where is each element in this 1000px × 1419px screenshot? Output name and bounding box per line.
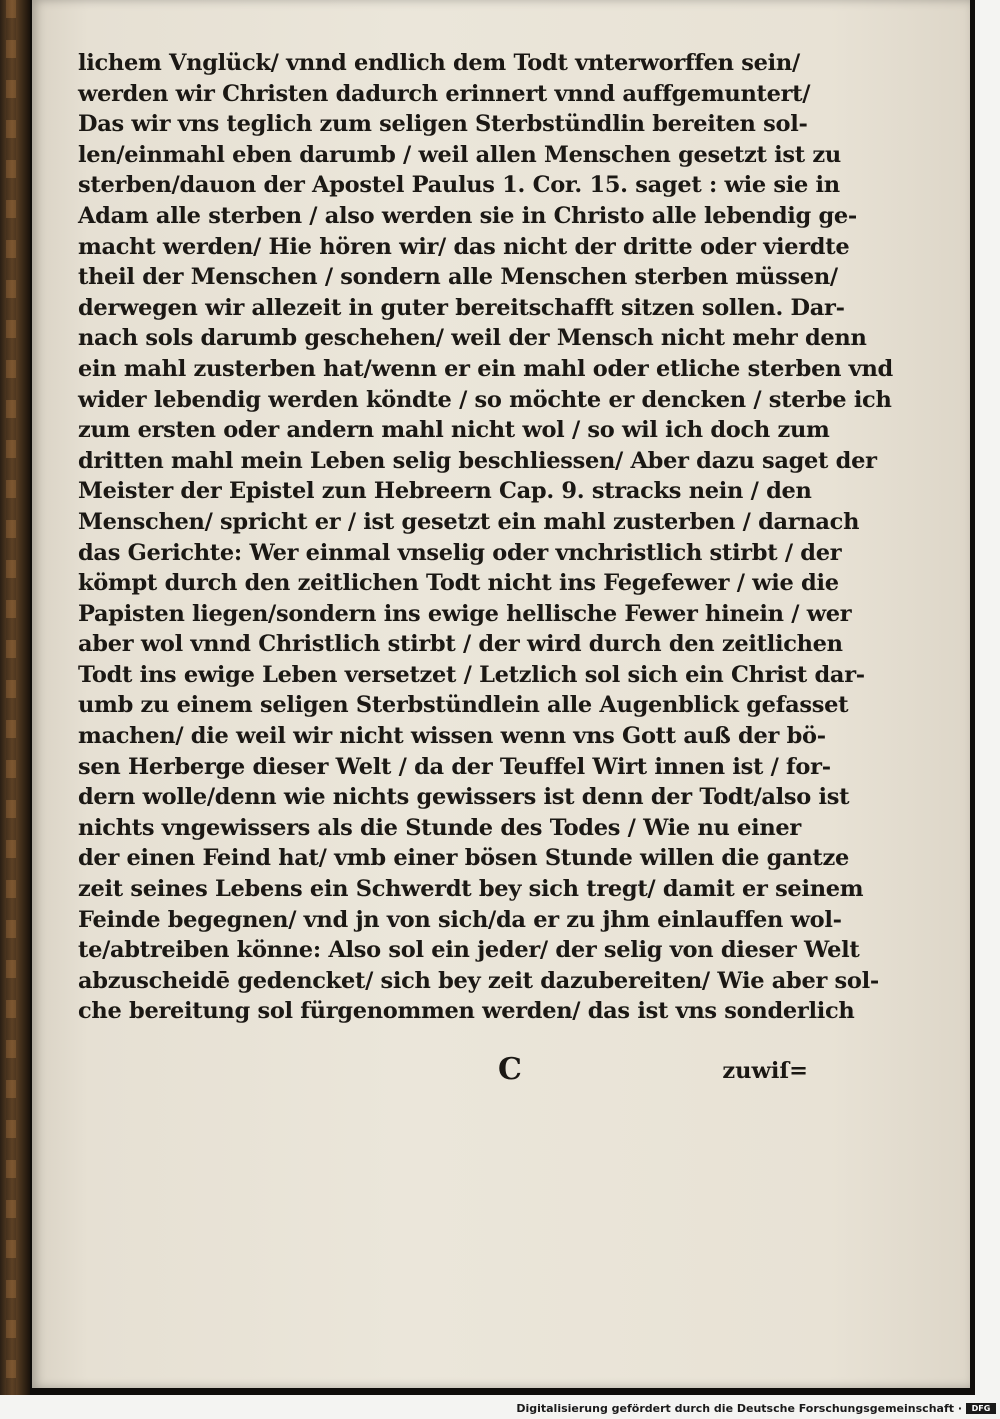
text-line: theil der Menschen / sondern alle Menschen sterben müssen/	[78, 264, 838, 291]
text-line: dern wolle/denn wie nichts gewissers ist denn der Todt/also ist	[78, 784, 850, 811]
text-line: Menschen/ spricht er / ist gesetzt ein mahl zusterben / darnach	[78, 508, 860, 535]
text-line: che bereitung sol fürgenommen werden/ das ist vns sonderlich	[78, 998, 855, 1025]
text-line: Papisten liegen/sondern ins ewige hellische Fewer hinein / wer	[78, 600, 852, 627]
text-line: der einen Feind hat/ vmb einer bösen Stunde willen die gantze	[78, 845, 850, 872]
page-footer	[78, 1052, 808, 1087]
text-line: Feinde begegnen/ vnd jn von sich/da er zu jhm einlauffen wol-	[78, 906, 842, 933]
text-line: umb zu einem seligen Sterbstündlein alle Augenblick gefasset	[78, 692, 849, 719]
dfg-credit-text: Digitalisierung gefördert durch die Deutsche Forschungsgemeinschaft ·	[516, 1402, 962, 1415]
text-line: abzuscheidē gedencket/ sich bey zeit dazubereiten/ Wie aber sol-	[78, 967, 879, 994]
text-line: sen Herberge dieser Welt / da der Teuffel Wirt innen ist / for-	[78, 753, 831, 780]
text-line: zeit seines Lebens ein Schwerdt bey sich tregt/ damit er seinem	[78, 876, 864, 903]
text-line: wider lebendig werden köndte / so möchte er dencken / sterbe ich	[78, 386, 892, 413]
text-line: nach sols darumb geschehen/ weil der Mensch nicht mehr denn	[78, 325, 867, 352]
page-text	[78, 48, 893, 1027]
text-line: ein mahl zusterben hat/wenn er ein mahl oder etliche sterben vnd	[78, 355, 893, 382]
text-line: Meister der Epistel zun Hebreern Cap. 9. stracks nein / den	[78, 478, 812, 505]
book-page	[32, 0, 970, 1388]
catchword: zuwiſ=	[722, 1058, 808, 1084]
text-line: Todt ins ewige Leben versetzet / Letzlich sol sich ein Christ dar-	[78, 661, 865, 688]
text-line: kömpt durch den zeitlichen Todt nicht ins Fegefewer / wie die	[78, 570, 839, 597]
text-line: dritten mahl mein Leben selig beschliessen/ Aber dazu saget der	[78, 447, 877, 474]
signature-mark: C	[498, 1052, 522, 1087]
text-line: Adam alle sterben / also werden sie in Christo alle lebendig ge-	[78, 202, 857, 229]
text-line: machen/ die weil wir nicht wissen wenn vns Gott auß der bö-	[78, 723, 826, 750]
text-line: te/abtreiben könne: Also sol ein jeder/ der selig von dieser Welt	[78, 937, 860, 964]
text-line: macht werden/ Hie hören wir/ das nicht der dritte oder vierdte	[78, 233, 850, 260]
text-line: lichem Vnglück/ vnnd endlich dem Todt vnterworffen sein/	[78, 50, 800, 76]
text-line: das Gerichte: Wer einmal vnselig oder vnchristlich stirbt / der	[78, 539, 842, 566]
text-line: aber wol vnnd Christlich stirbt / der wird durch den zeitlichen	[78, 631, 843, 658]
dfg-logo-icon: DFG	[966, 1403, 996, 1414]
text-line: werden wir Christen dadurch erinnert vnnd auffgemuntert/	[78, 80, 811, 107]
text-line: sterben/dauon der Apostel Paulus 1. Cor. 15. saget : wie sie in	[78, 172, 840, 199]
text-line: len/einmahl eben darumb / weil allen Menschen gesetzt ist zu	[78, 141, 841, 168]
text-line: Das wir vns teglich zum seligen Sterbstündlin bereiten sol-	[78, 111, 808, 138]
text-line: zum ersten oder andern mahl nicht wol / so wil ich doch zum	[78, 417, 830, 444]
text-line: derwegen wir allezeit in guter bereitschafft sitzen sollen. Dar-	[78, 294, 845, 321]
text-line: nichts vngewissers als die Stunde des Todes / Wie nu einer	[78, 814, 801, 841]
book-binding-edge	[0, 0, 30, 1395]
